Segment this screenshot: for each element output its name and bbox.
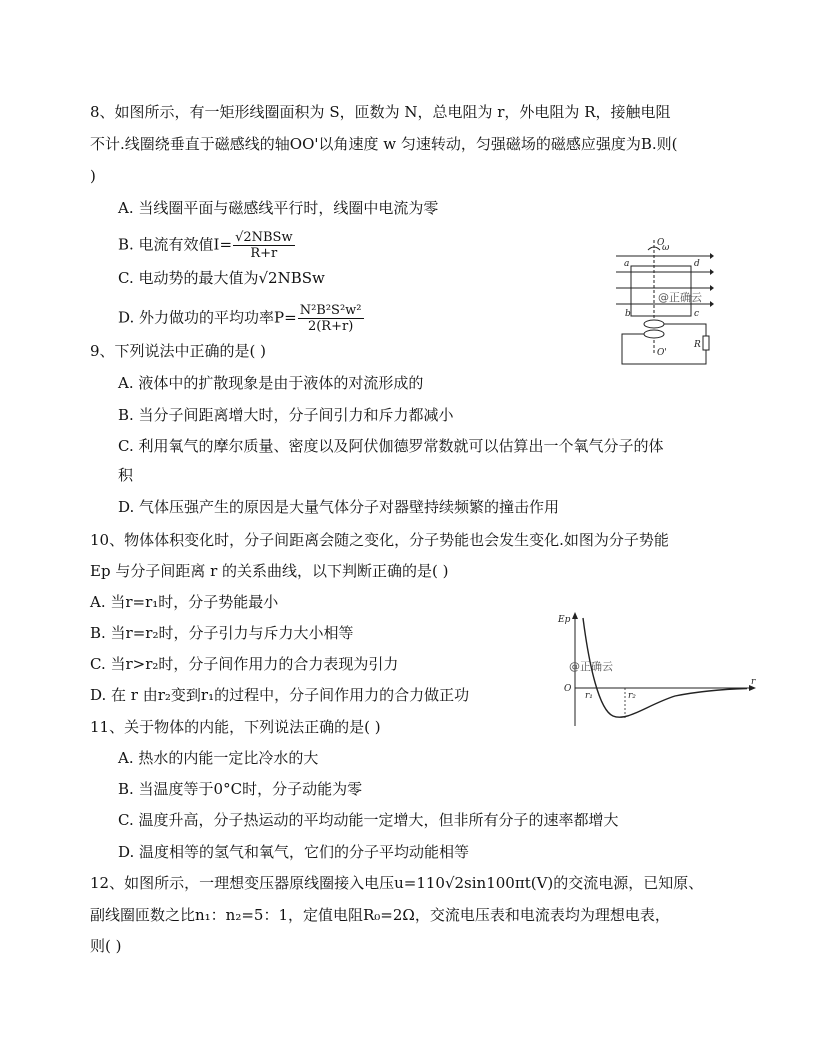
q10-option-a: A. 当r=r₁时，分子势能最小	[90, 593, 279, 611]
q8-stem-line2: 不计.线圈绕垂直于磁感线的轴OO'以角速度 w 匀速转动，匀强磁场的磁感应强度为B.则(	[90, 135, 678, 153]
q11-option-a: A. 热水的内能一定比冷水的大	[118, 749, 319, 767]
coil-label-o-prime: O'	[657, 348, 667, 358]
q8-option-a: A. 当线圈平面与磁感线平行时，线圈中电流为零	[118, 199, 439, 217]
ep-label-r2: r₂	[628, 691, 636, 701]
ep-label-r: r	[751, 677, 756, 687]
q8-option-c: C. 电动势的最大值为√2NBSw	[118, 269, 325, 287]
q8-option-b-numerator: √2NBSw	[235, 230, 293, 245]
q9-option-a: A. 液体中的扩散现象是由于液体的对流形成的	[118, 374, 424, 392]
q10-stem-line2: Ep 与分子间距离 r 的关系曲线，以下判断正确的是( )	[90, 562, 449, 580]
ep-label-r1: r₁	[585, 691, 593, 701]
q8-option-d-prefix: D. 外力做功的平均功率P=	[118, 308, 297, 327]
coil-label-a: a	[624, 259, 630, 269]
coil-label-c: c	[694, 309, 700, 319]
ep-label-origin: O	[564, 684, 572, 694]
coil-label-r: R	[694, 340, 701, 350]
q8-option-b-fraction	[233, 230, 295, 261]
q8-option-b-denominator: R+r	[250, 246, 278, 261]
q11-option-b: B. 当温度等于0°C时，分子动能为零	[118, 780, 363, 798]
q12-stem-line3: 则( )	[90, 937, 122, 955]
q8-option-b	[118, 230, 295, 261]
q8-stem-line1: 8、如图所示，有一矩形线圈面积为 S，匝数为 N，总电阻为 r，外电阻为 R，接触电阻	[90, 103, 671, 121]
ep-curve-figure	[555, 610, 760, 728]
coil-figure	[614, 236, 714, 371]
ep-watermark: @正确云	[569, 660, 613, 673]
q8-option-d-numerator: N²B²S²w²	[299, 303, 362, 318]
q8-stem-line3: )	[90, 167, 96, 185]
coil-watermark: @正确云	[658, 291, 702, 304]
ep-label-ep: Ep	[558, 615, 571, 625]
q8-option-d-fraction	[298, 303, 364, 334]
q10-option-d: D. 在 r 由r₂变到r₁的过程中，分子间作用力的合力做正功	[90, 686, 470, 704]
q8-option-d-denominator: 2(R+r)	[307, 319, 354, 334]
coil-label-d: d	[694, 259, 700, 269]
q9-option-c-line1: C. 利用氧气的摩尔质量、密度以及阿伏伽德罗常数就可以估算出一个氧气分子的体	[118, 437, 664, 455]
q9-option-b: B. 当分子间距离增大时，分子间引力和斥力都减小	[118, 406, 454, 424]
coil-label-omega: ω	[662, 243, 670, 253]
q9-stem: 9、下列说法中正确的是( )	[90, 342, 267, 360]
q11-option-c: C. 温度升高，分子热运动的平均动能一定增大，但非所有分子的速率都增大	[118, 811, 619, 829]
q8-option-b-prefix: B. 电流有效值I=	[118, 235, 233, 254]
q10-option-b: B. 当r=r₂时，分子引力与斥力大小相等	[90, 624, 354, 642]
q9-option-d: D. 气体压强产生的原因是大量气体分子对器壁持续频繁的撞击作用	[118, 498, 560, 516]
q12-stem-line2: 副线圈匝数之比n₁：n₂=5：1，定值电阻R₀=2Ω，交流电压表和电流表均为理想电表，	[90, 906, 670, 924]
q11-stem: 11、关于物体的内能，下列说法正确的是( )	[90, 718, 381, 736]
q11-option-d: D. 温度相等的氢气和氧气，它们的分子平均动能相等	[118, 843, 470, 861]
q10-stem-line1: 10、物体体积变化时，分子间距离会随之变化，分子势能也会发生变化.如图为分子势能	[90, 531, 669, 549]
q8-option-d	[118, 303, 364, 334]
q9-option-c-line2: 积	[118, 466, 134, 484]
q12-stem-line1: 12、如图所示，一理想变压器原线圈接入电压u=110√2sin100πt(V)的交流电源，已知原、	[90, 874, 704, 892]
coil-label-o: O	[657, 238, 665, 248]
q10-option-c: C. 当r>r₂时，分子间作用力的合力表现为引力	[90, 655, 399, 673]
coil-label-b: b	[625, 309, 631, 319]
